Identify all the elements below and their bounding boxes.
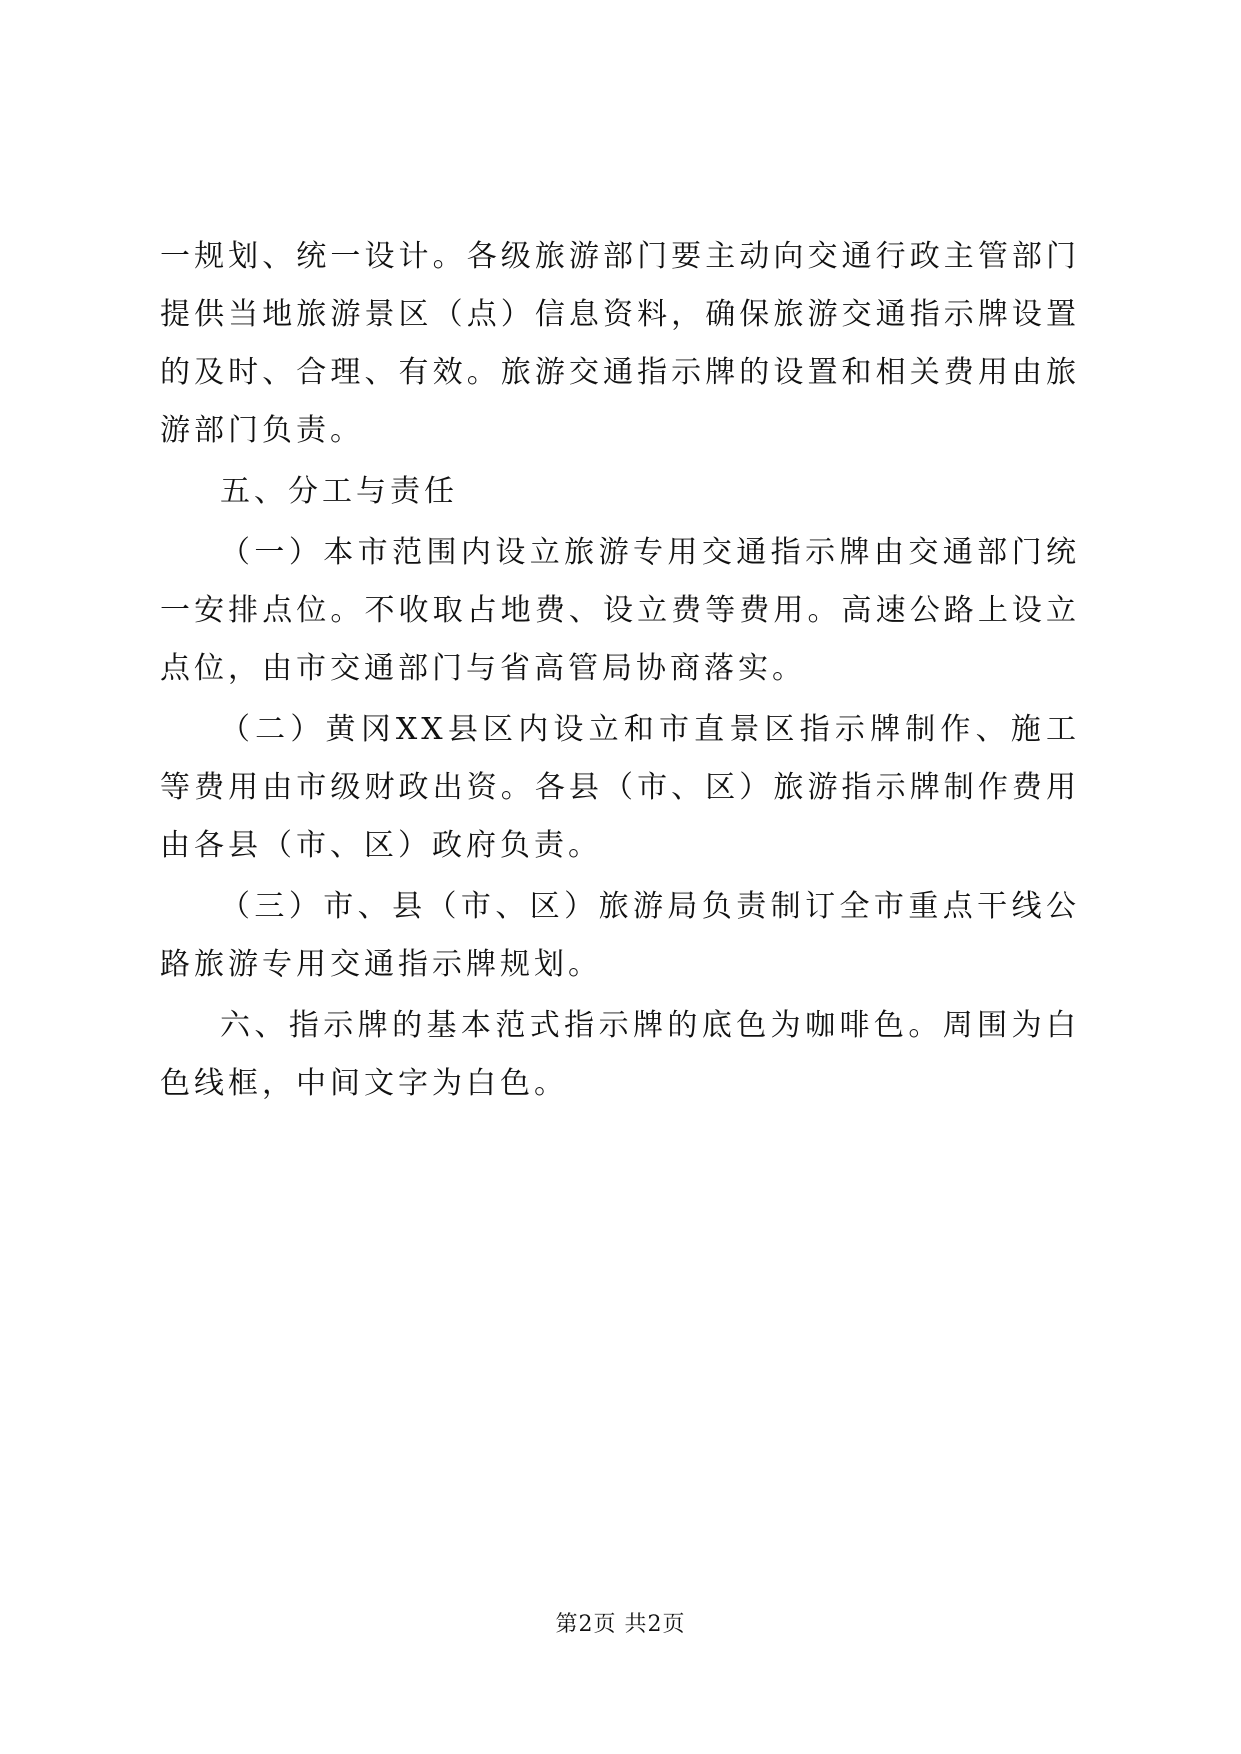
section-heading-five: 五、分工与责任: [220, 474, 458, 509]
paragraph-item-two: （二）黄冈XX县区内设立和市直景区指示牌制作、施工等费用由市级财政出资。各县（市、区）旅游指示牌制作费用由各县（市、区）政府负责。: [160, 712, 1080, 863]
section-heading-six: 六、指示牌的基本范式指示牌的底色为咖啡色。周围为白色线框，中间文字为白色。: [160, 1008, 1080, 1101]
paragraph-item-one: （一）本市范围内设立旅游专用交通指示牌由交通部门统一安排点位。不收取占地费、设立费等费用。高速公路上设立点位，由市交通部门与省高管局协商落实。: [160, 535, 1080, 686]
page-footer: 第2页 共2页: [555, 1612, 686, 1637]
paragraph-continuation: 一规划、统一设计。各级旅游部门要主动向交通行政主管部门提供当地旅游景区（点）信息资料，确保旅游交通指示牌设置的及时、合理、有效。旅游交通指示牌的设置和相关费用由旅游部门负责。: [160, 239, 1080, 448]
paragraph-item-three: （三）市、县（市、区）旅游局负责制订全市重点干线公路旅游专用交通指示牌规划。: [160, 889, 1080, 982]
document-body: [160, 228, 1080, 1113]
